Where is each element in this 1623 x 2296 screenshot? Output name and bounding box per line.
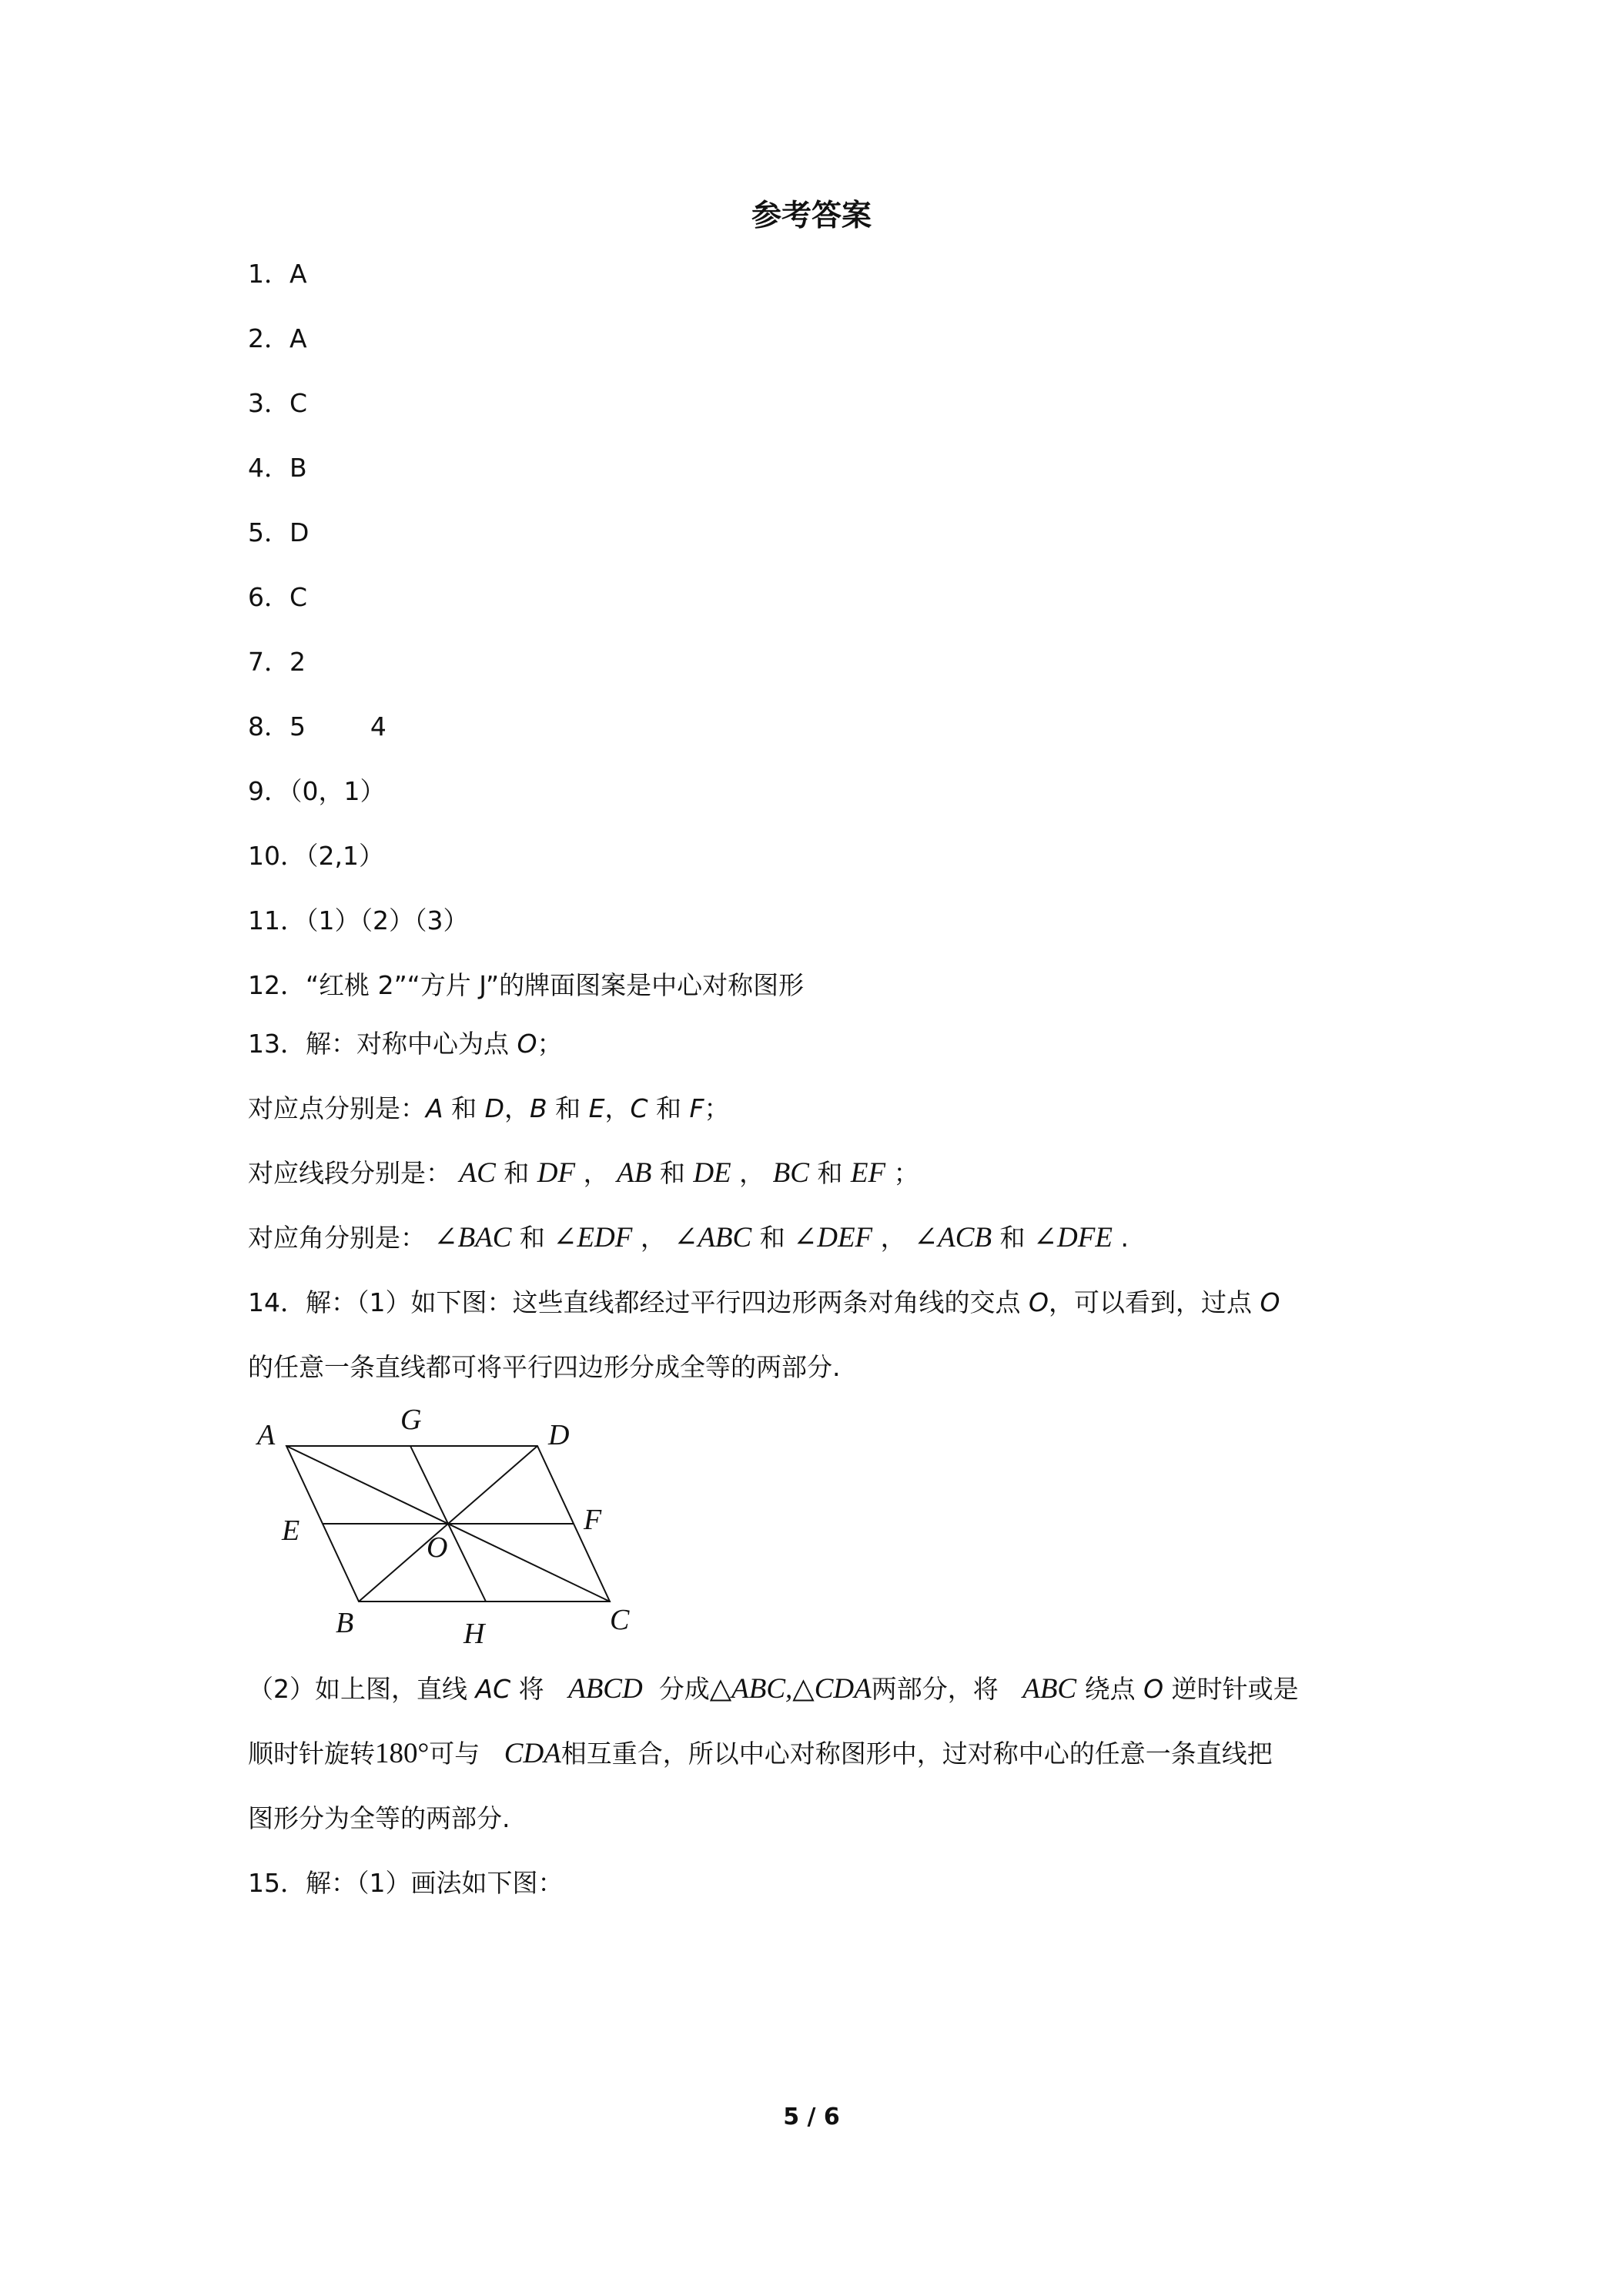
q13-segments-line: [248, 1153, 927, 1193]
q13-angles: [426, 1223, 1136, 1253]
q14-point-o3: O: [1143, 1674, 1164, 1704]
angles-item-b: ∠DFE: [1033, 1222, 1113, 1253]
segments-separator: ；: [893, 1158, 919, 1188]
answer-text: 5 4: [289, 711, 387, 741]
answer-number: 12．: [248, 970, 306, 1000]
q14-p3-b: 可与: [429, 1739, 480, 1769]
answer-number: 8．: [248, 711, 289, 741]
angles-item-a: ∠BAC: [433, 1222, 512, 1253]
q14-triangles: △ABC,△CDA: [709, 1673, 872, 1705]
q13-segments-label: 对应线段分别是：: [248, 1158, 451, 1188]
answer-item: [248, 642, 306, 682]
q13-intro: 解：对称中心为点: [306, 1029, 517, 1059]
and-word: 和: [504, 1158, 530, 1188]
segments-item-b: EF: [850, 1157, 886, 1189]
and-word: 和: [519, 1223, 545, 1253]
q14-line2: 的任意一条直线都可将平行四边形分成全等的两部分.: [248, 1352, 841, 1382]
points-item-a: A: [426, 1093, 443, 1123]
answer-number: 9．: [248, 776, 289, 806]
answer-number: 4．: [248, 453, 289, 483]
q13-angles-label: 对应角分别是：: [248, 1223, 426, 1253]
q14-degree: 180°: [375, 1738, 430, 1769]
and-word: 和: [451, 1093, 477, 1123]
angles-separator: ，: [640, 1223, 666, 1253]
q14-abc: ABC: [1022, 1673, 1077, 1705]
segments-item-a: AC: [459, 1157, 496, 1189]
answer-number: 5．: [248, 517, 289, 547]
q13-points-line: [248, 1089, 730, 1129]
q13-points: [426, 1093, 730, 1123]
q15-text: 解：（1）画法如下图：: [306, 1868, 564, 1898]
points-item-a: C: [630, 1093, 648, 1123]
answer-item: [248, 707, 387, 747]
and-word: 和: [555, 1093, 581, 1123]
answer-item: [248, 901, 469, 941]
q14-p2-c: 分成: [658, 1674, 710, 1704]
answer-text: “红桃 2”“方片 J”的牌面图案是中心对称图形: [306, 970, 805, 1000]
answer-item: [248, 836, 384, 876]
answer-number: 10．: [248, 841, 306, 871]
points-item-a: B: [530, 1093, 547, 1123]
segments-item-a: BC: [772, 1157, 809, 1189]
label-g: G: [400, 1404, 422, 1436]
q13-semicolon: ；: [537, 1029, 563, 1059]
angles-item-a: ∠ACB: [914, 1222, 992, 1253]
q14-p2-f: 逆时针或是: [1163, 1674, 1299, 1704]
q14-part2-line2: [248, 1734, 1273, 1774]
answer-number: 6．: [248, 582, 289, 612]
answer-item: [248, 513, 309, 553]
points-separator: ；: [704, 1093, 730, 1123]
q13-segments: [451, 1158, 927, 1188]
segments-item-b: DF: [537, 1157, 576, 1189]
answer-text: C: [289, 388, 308, 418]
q14-p3-a: 顺时针旋转: [248, 1739, 375, 1769]
answer-text: C: [289, 582, 308, 612]
page-number: 5 / 6: [783, 2104, 840, 2130]
q13-center: O: [517, 1029, 537, 1059]
q13-angles-line: [248, 1218, 1136, 1258]
answer-text: 2: [289, 647, 306, 677]
angles-separator: .: [1120, 1223, 1129, 1253]
points-separator: ，: [604, 1093, 631, 1123]
answer-item: [248, 319, 307, 359]
answer-item: [248, 254, 307, 294]
segments-separator: ，: [739, 1158, 765, 1188]
label-f: F: [584, 1504, 602, 1536]
q14-abcd: ABCD: [568, 1673, 643, 1705]
q14-p2-d: 两部分，将: [871, 1674, 999, 1704]
q14-text-a: 解：（1）如下图：这些直线都经过平行四边形两条对角线的交点: [306, 1287, 1029, 1317]
q14-point-o2: O: [1260, 1287, 1280, 1317]
answer-number: 11．: [248, 905, 306, 935]
q14-line1: [248, 1283, 1280, 1323]
and-word: 和: [999, 1223, 1026, 1253]
label-d: D: [548, 1419, 570, 1451]
answer-text: A: [289, 259, 307, 289]
points-separator: ，: [504, 1093, 530, 1123]
segments-separator: ，: [583, 1158, 609, 1188]
and-word: 和: [759, 1223, 785, 1253]
q14-p2-e: 绕点: [1084, 1674, 1144, 1704]
angles-item-b: ∠DEF: [793, 1222, 873, 1253]
points-item-b: D: [484, 1093, 504, 1123]
label-b: B: [336, 1607, 354, 1639]
answer-item: [248, 448, 307, 488]
q14-p3-c: 相互重合，所以中心对称图形中，过对称中心的任意一条直线把: [561, 1739, 1273, 1769]
answer-text: （1）（2）（3）: [306, 905, 469, 935]
angles-item-a: ∠ABC: [674, 1222, 752, 1253]
answer-number: 3．: [248, 388, 289, 418]
q15-number: 15．: [248, 1868, 306, 1898]
answer-text: （0，1）: [289, 776, 386, 806]
segments-item-a: AB: [617, 1157, 652, 1189]
and-word: 和: [656, 1093, 682, 1123]
and-word: 和: [817, 1158, 843, 1188]
points-item-b: F: [689, 1093, 704, 1123]
q14-number: 14．: [248, 1287, 306, 1317]
answer-text: D: [289, 517, 310, 547]
parallelogram-figure: [248, 1400, 664, 1646]
q14-ac: AC: [475, 1674, 511, 1704]
q14-part2-line3: 图形分为全等的两部分.: [248, 1803, 510, 1833]
answer-item: [248, 577, 307, 618]
answer-text: A: [289, 323, 307, 353]
angles-item-b: ∠EDF: [553, 1222, 633, 1253]
q14-text-b: ，可以看到，过点: [1048, 1287, 1260, 1317]
q15-line: [248, 1863, 564, 1903]
q14-cda: CDA: [504, 1738, 561, 1769]
angles-separator: ，: [880, 1223, 906, 1253]
label-e: E: [282, 1514, 300, 1547]
answer-number: 7．: [248, 647, 289, 677]
answer-item: [248, 966, 804, 1006]
points-item-b: E: [588, 1093, 605, 1123]
answer-number: 1．: [248, 259, 289, 289]
label-o: O: [427, 1531, 448, 1564]
q14-point-o: O: [1029, 1287, 1049, 1317]
q13-points-label: 对应点分别是：: [248, 1093, 426, 1123]
answer-number: 2．: [248, 323, 289, 353]
q13-number: 13．: [248, 1029, 306, 1059]
answer-text: （2,1）: [306, 841, 384, 871]
answer-item: [248, 383, 307, 423]
q14-p2-a: （2）如上图，直线: [248, 1674, 476, 1704]
q14-part2-line1: [248, 1669, 1299, 1709]
q13-line1: [248, 1024, 562, 1064]
and-word: 和: [659, 1158, 685, 1188]
label-a: A: [257, 1419, 276, 1451]
label-c: C: [610, 1604, 630, 1636]
q14-p2-b: 将: [510, 1674, 544, 1704]
label-h: H: [463, 1618, 485, 1646]
page-title: 参考答案: [751, 199, 872, 233]
answer-text: B: [289, 453, 307, 483]
segments-item-b: DE: [693, 1157, 731, 1189]
answer-item: [248, 771, 386, 812]
